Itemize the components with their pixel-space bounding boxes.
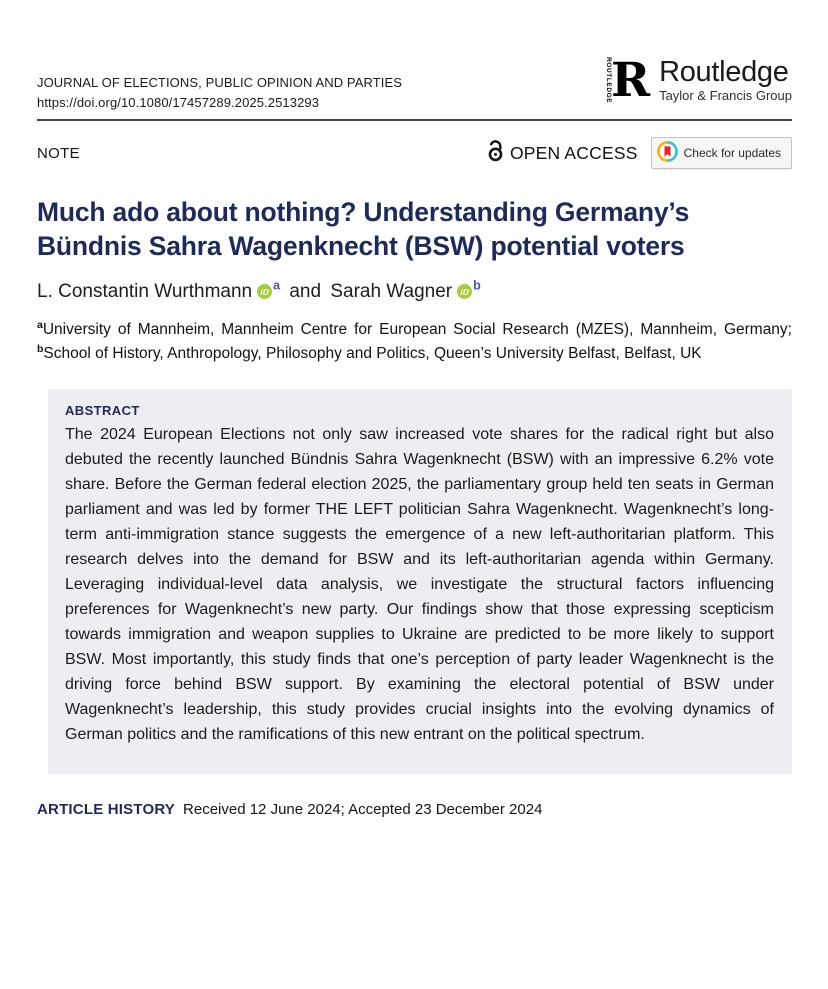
orcid-icon[interactable]: iD [457, 284, 472, 299]
article-type-label: NOTE [37, 144, 80, 162]
author-1-affiliation-mark: a [273, 278, 281, 293]
check-for-updates-label: Check for updates [683, 146, 781, 160]
author-2 [330, 278, 481, 302]
header-divider [37, 119, 792, 121]
meta-row [37, 137, 792, 169]
author-1-name: L. Constantin Wurthmann [37, 280, 253, 302]
publisher-name: Routledge [659, 55, 789, 88]
author-1 [37, 278, 281, 302]
author-2-affiliation-mark: b [473, 278, 481, 293]
open-access-label: OPEN ACCESS [509, 142, 638, 163]
routledge-logo [605, 54, 792, 106]
authors-connector: and [289, 280, 322, 302]
open-access-badge [487, 139, 638, 167]
orcid-icon[interactable]: iD [257, 284, 272, 299]
page-header [37, 48, 792, 112]
affiliation-b-text: School of History, Anthropology, Philosophy and Politics, Queen’s University Belfast, Belfast, UK [43, 344, 702, 362]
article-title: Much ado about nothing? Understanding Germany’s Bündnis Sahra Wagenknecht (BSW) potential voters [37, 197, 690, 262]
crossmark-icon [657, 141, 678, 165]
publisher-tagline: Taylor & Francis Group [659, 88, 792, 104]
journal-doi[interactable]: https://doi.org/10.1080/17457289.2025.2513293 [37, 94, 320, 110]
journal-info [37, 73, 402, 112]
article-history [37, 801, 792, 818]
author-2-name: Sarah Wagner [330, 280, 453, 302]
article-history-label: ARTICLE HISTORY [37, 801, 176, 819]
open-lock-icon [487, 139, 504, 167]
abstract-section [48, 389, 792, 774]
affiliation-b-mark: b [37, 342, 44, 355]
article-history-text: Received 12 June 2024; Accepted 23 December 2024 [183, 801, 543, 819]
routledge-r-icon: R [611, 52, 651, 108]
journal-name: JOURNAL OF ELECTIONS, PUBLIC OPINION AND PARTIES [37, 75, 403, 90]
routledge-logo-mark [605, 54, 650, 106]
affiliation-a-text: University of Mannheim, Mannheim Centre for European Social Research (MZES), Mannheim, Germany; [42, 320, 792, 338]
routledge-vertical-text: ROUTLEDGE [605, 56, 612, 104]
check-for-updates-button[interactable] [651, 137, 792, 169]
affiliation-a-mark: a [37, 318, 43, 331]
paper-page [0, 48, 828, 818]
meta-right [487, 137, 792, 169]
abstract-heading: ABSTRACT [65, 402, 140, 418]
author-line [37, 278, 792, 303]
abstract-text: The 2024 European Elections not only saw increased vote shares for the radical right but also debuted the recently launched Bündnis Sahra Wagenknecht (BSW) with an impressive 6.2% vote share. Before the German federal election 2025, the parliamentary group held ten seats in German parliament and was led by former THE LEFT politician Sahra Wagenknecht. Wagenknecht’s long-term anti-immigration stance suggests the emergence of a new left-authoritarian platform. This research delves into the demand for BSW and its left-authoritarian agenda within Germany. Leveraging individual-level data analysis, we investigate the structural factors influencing preferences for Wagenknecht’s new party. Our findings show that those expressing scepticism towards immigration and weapon supplies to Ukraine are predicted to be more likely to support BSW. Most importantly, this study finds that one’s perception of party leader Wagenknecht is the driving force behind BSW support. By examining the electoral potential of BSW under Wagenknecht’s leadership, this study provides crucial insights into the evolving dynamics of German politics and the ramifications of this new entrant on the political spectrum. [65, 425, 774, 744]
affiliations [37, 318, 792, 366]
publisher-names [659, 57, 792, 103]
